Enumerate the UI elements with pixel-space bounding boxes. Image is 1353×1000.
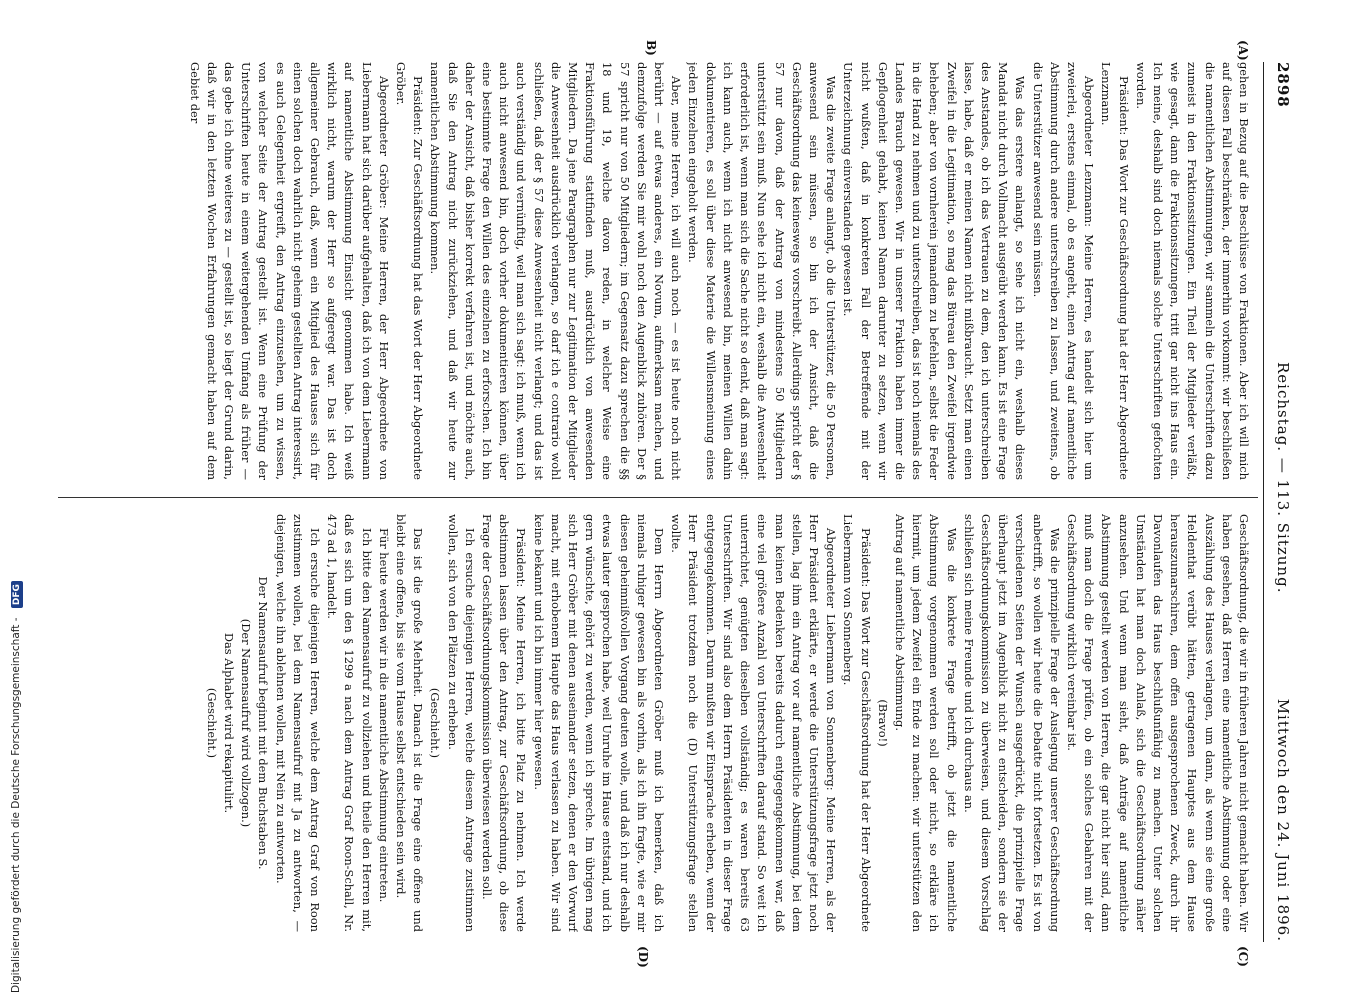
- paragraph: Ich ersuche diejenigen Herren, welche dem Antrag Graf von Roon zustimmen wollen, bei dem Namensaufruf mit Ja zu antworten, — diejenigen, welche ihn ablehnen wollen, mit Nein zu antworten.: [273, 514, 323, 932]
- session-date: Mittwoch den 24. Juni 1896.: [1274, 698, 1292, 942]
- paragraph: Der Namensaufruf beginnt mit dem Buchstaben S.: [256, 576, 271, 870]
- paragraph: gehen in Bezug auf die Beschlüsse von Fraktionen. Aber ich will mich auf diesen Fall beschränken, der immerhin vorkommt: wir beschließen die namentlichen Abstimmungen, wir sammeln die Unterschriften dazu zumeist in den Fraktionssitzungen. Ein Theil der Mitglieder verläßt, wie gesagt, dann die Fraktionssitzungen, tritt gar nicht ins Haus ein. Ich meine, deshalb sind doch niemals solche Unterschriften gefochten worden.: [1133, 62, 1251, 480]
- paragraph: Präsident: Das Wort zur Geschäftsordnung hat der Herr Abgeordnete Liebermann von Sonnenberg.: [841, 514, 873, 932]
- right-column: [62, 514, 1252, 932]
- paragraph: Ich bitte den Namensaufruf zu vollziehen und theile den Herren mit, daß es sich um den § 1299 a nach dem Antrag Graf Roon-Schall, Nr. 473 ad 1, handelt.: [325, 514, 374, 932]
- paragraph: Für heute werden wir in die namentliche Abstimmung eintreten.: [376, 528, 391, 903]
- interjection: (Geschieht.): [428, 687, 443, 759]
- interjection: (Geschieht.): [204, 687, 219, 759]
- paragraph: Abgeordneter Lenzmann: Meine Herren, es handelt sich hier um zweierlei, erstens einmal, ob es angeht, einen Antrag auf namentliche Abstimmung durch andere unterschreiben zu lassen, und zweitens, ob die Unterstützer anwesend sein müssen.: [1030, 62, 1097, 480]
- column-divider: [58, 497, 1258, 498]
- paragraph: Was die zweite Frage anlangt, ob die Unterstützer, die 50 Personen, anwesend sein müssen, so bin ich der Ansicht, daß die Geschäftsordnung das keineswegs vorschreibt. Allerdings spricht der § 57 nur davon, daß der Antrag von mindestens 50 Mitgliedern unterstützt sein muß. Nun sehe ich nicht ein, weshalb die Anwesenheit erforderlich ist, wenn man sich die Sache nicht so denkt, daß man sagt: ich kann auch, wenn ich nicht anwesend bin, meinen Willen dahin dokumentieren, es soll über diese Materie die Willensmeinung eines jeden Einzelnen eingeholt werden.: [686, 62, 839, 480]
- paragraph: Dem Herrn Abgeordneten Gröber muß ich bemerken, daß ich niemals ruhiger gewesen bin als vorhin, als ich ihn fragte, wie er mir diesen geheimnißvollen Vorgang deuten wolle, und daß ich nur deshalb etwas lauter gesprochen habe, weil Unruhe im Hause entstand, und ich gern wünschte, gehört zu werden, wenn ich spreche. Im übrigen mag sich Herr Gröber mit denen auseinander setzen, denen er den Vorwurf macht, mit erhobenem Haupte das Haus verlassen zu haben. Wir sind keine bekannt und ich bin immer hier gewesen.: [531, 514, 667, 932]
- margin-marker-a: (A): [1236, 40, 1250, 61]
- paragraph: Präsident: Meine Herren, ich bitte Platz zu nehmen. Ich werde abstimmen lassen über den Antrag, zur Geschäftsordnung, ob diese Frage der Geschäftsordnungskommission überwiesen werden soll.: [480, 514, 529, 932]
- interjection: (Der Namensaufruf wird vollzogen.): [239, 618, 254, 828]
- paragraph: Ich ersuche diejenigen Herren, welche diesem Antrage zustimmen wollen, sich von den Plätzen zu erheben.: [445, 514, 477, 932]
- paragraph: Was das erstere anlangt, so sehe ich nicht ein, weshalb dieses Mandat nicht durch Vollmacht ausgeübt werden kann. Es ist eine Frage des Anstandes, ob ich das Vertrauen zu dem, den ich unterschreiben lasse, habe, daß er meinen Namen nicht mißbraucht. Setzt man einen Zweifel in die Legitimation, so mag das Büreau den Zweifel irgendwie beheben; aber von vornherein jemandem zu befehlen, selbst die Feder in die Hand zu nehmen und zu unterschreiben, das ist noch niemals des Landes Brauch gewesen. Wir in unserer Fraktion haben immer die Gepflogenheit gehabt, keinen Namen darunter zu setzen, wenn wir nicht wußten, daß in konkreten Fall der Betreffende mit der Unterzeichnung einverstanden gewesen ist.: [841, 62, 1028, 480]
- credit-text: Digitalisierung gefördert durch die Deutsche Forschungsgemeinschaft -: [10, 617, 22, 993]
- paragraph: Präsident: Zur Geschäftsordnung hat das Wort der Herr Abgeordnete Gröber.: [394, 62, 426, 480]
- margin-marker-b: B): [644, 40, 658, 56]
- document-page: [38, 40, 1298, 968]
- digitization-credit: [10, 581, 23, 993]
- paragraph: Das ist die große Mehrheit. Danach ist die Frage eine offene und bleibt eine offene, bis sie vom Hause selbst entschieden sein wird.: [394, 514, 426, 932]
- paragraph: Abgeordneter Gröber: Meine Herren, der Herr Abgeordnete von Liebermann hat sich darüber aufgehalten, daß ich von dem Liebermann auf namentliche Abstimmung Einsicht genommen habe. Ich weiß wirklich nicht, warum der Herr so aufgeregt war. Das ist doch allgemeiner Gebrauch, daß, wenn ein Mitglied des Hauses sich für einen solchen doch wahrlich nicht geheim gestellten Antrag interessirt, es auch Gelegenheit ergreift, den Antrag einzusehen, um zu wissen, von welcher Seite der Antrag gestellt ist. Wenn eine Prüfung der Unterschriften heute in einem weitergehenden Umfang als früher — das gebe ich ohne weiteres zu — gestellt ist, so liegt der Grund darin, daß wir in den letzten Wochen Erfahrungen gemacht haben auf dem Gebiet der: [187, 62, 391, 480]
- left-column: [62, 62, 1252, 480]
- page-number: 2898: [1274, 62, 1292, 108]
- paragraph: Geschäftsordnung, die wir in früheren Jahren nicht gemacht haben. Wir haben gesehen, daß Herren eine namentliche Abstimmung oder eine Auszählung des Hauses verlangen, um dann, als wenn sie eine große Heldenthat verübt hätten, getragenen Hauptes aus dem Hause herauszumarschiren, dem offen ausgesprochenen Zweck, durch ihr Davonlaufen das Haus beschlußunfähig zu machen. Unter solchen Umständen hat man doch Anlaß, sich die Geschäftsordnung näher anzusehen. Und wenn man sieht, daß Anträge auf namentliche Abstimmung gestellt werden von Herren, die gar nicht hier sind, dann muß man doch die Frage prüfen, ob ein solches Gebahren mit der Geschäftsordnung wirklich vereinbar ist.: [1064, 514, 1251, 932]
- paragraph: Präsident: Das Wort zur Geschäftsordnung hat der Herr Abgeordnete Lenzmann.: [1099, 62, 1131, 480]
- paragraph: Aber, meine Herren, ich will auch noch — es ist heute noch nicht berührt — auf etwas anderes, ein Novum, aufmerksam machen, und demzufolge werden Sie mir wohl noch den Augenblick zuhören. Der § 57 spricht nur von 50 Mitgliedern; im Gegensatz dazu sprechen die §§ 18 und 19, welche davon reden, in welcher Weise eine Fraktionsführung stattfinden muß, ausdrücklich von anwesenden Mitgliedern. Da jene Paragraphen nur zur Legitimation der Mitglieder die Anwesenheit ausdrücklich verlangen, so darf ich e contrario wohl schließen, daß der § 57 diese Anwesenheit nicht verlangt; und das ist auch verständig und vernünftig, weil man sich sagt: ich muß, wenn ich auch nicht anwesend bin, doch vorher dokumentieren können, über eine bestimmte Frage den Willen des einzelnen zu erforschen. Ich bin daher der Ansicht, daß bisher korrekt verfahren ist, und möchte auch, daß Sie den Antrag nicht zurückziehen, und daß wir heute zur namentlichen Abstimmung kommen.: [428, 62, 684, 480]
- page-title: Reichstag. — 113. Sitzung.: [1274, 362, 1292, 594]
- interjection: (Bravo!): [875, 699, 890, 747]
- paragraph: Das Alphabet wird rekapitulirt.: [222, 632, 237, 814]
- paragraph: Abgeordneter Liebermann von Sonnenberg: Meine Herren, als der Herr Präsident erklärte, er werde die Unterstützungsfrage jetzt noch stellen, lag ihm ein Antrag vor auf namentliche Abstimmung, bei dem man keinen Bedenken bereits dadurch entgegengekommen war, daß eine viel größere Anzahl von Unterschriften darauf stand. So weit ich unterrichtet, genügten dieselben vollständig; es waren bereits 63 Unterschriften. Wir sind also dem Herrn Präsidenten in dieser Frage entgegengekommen. Darum mußten wir Einsprache erheben, wenn der Herr Präsident trotzdem noch die (D) Unterstützungsfrage stellen wollte.: [669, 514, 839, 932]
- dfg-logo: DFG: [11, 581, 23, 608]
- paragraph: Was die konkrete Frage betrifft, ob jetzt die namentliche Abstimmung vorgenommen werden soll oder nicht, so erkläre ich hiermit, um jedem Zweifel ein Ende zu machen: wir unterstützen den Antrag auf namentliche Abstimmung.: [892, 514, 959, 932]
- margin-marker-d: (D): [636, 946, 650, 968]
- margin-marker-c: (C): [1236, 946, 1250, 967]
- page-header: [1263, 62, 1298, 942]
- paragraph: Was die prinzipielle Frage der Auslegung unserer Geschäftsordnung anbetrifft, so wollen wir heute die Debatte nicht fortsetzen. Es ist von verschiedenen Seiten der Wunsch ausgedrückt, die prinzipielle Frage überhaupt jetzt im Augenblick nicht zu entscheiden, sondern sie der Geschäftsordnungskommission zu überweisen, und diesem Vorschlag schließen sich meine Freunde und ich durchaus an.: [961, 514, 1062, 932]
